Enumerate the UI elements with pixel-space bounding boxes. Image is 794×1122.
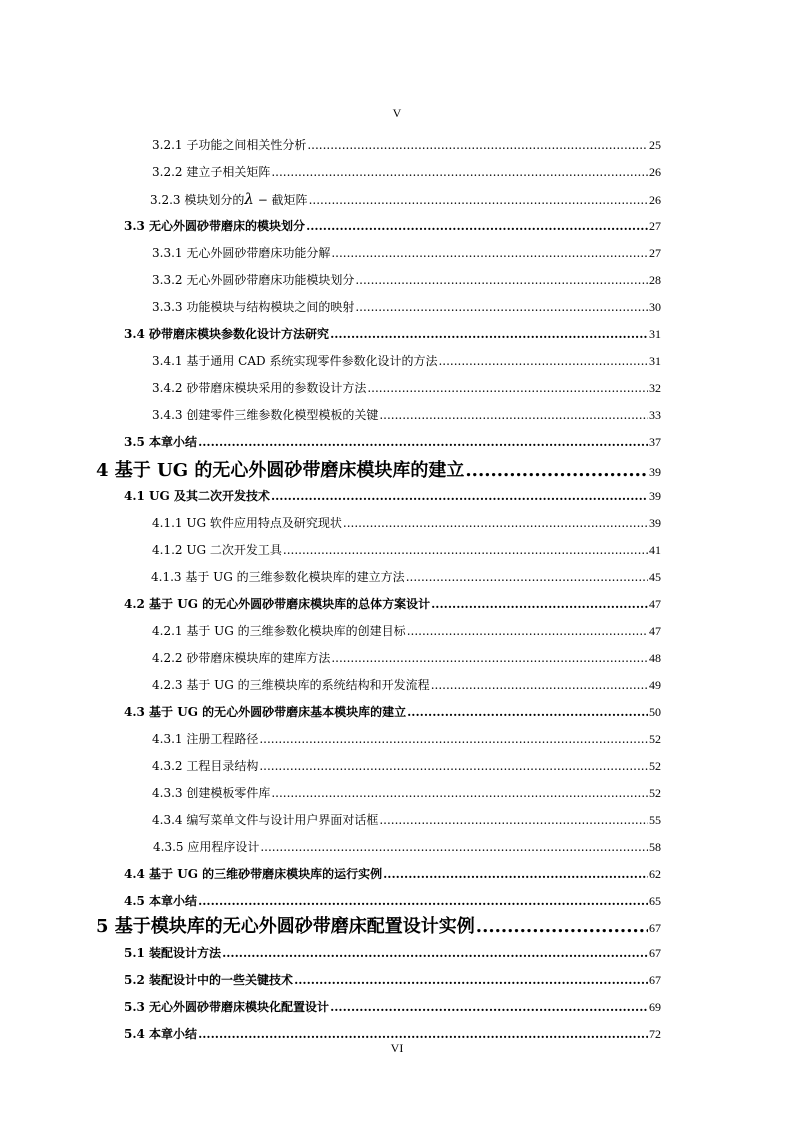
- toc-entry[interactable]: [124, 892, 661, 909]
- toc-entry-page: 31: [649, 327, 661, 341]
- toc-entry-title-part: 3.2.3 模块划分的: [150, 193, 245, 207]
- toc-entry[interactable]: [152, 244, 661, 261]
- toc-entry-title: [150, 190, 308, 208]
- toc-entry-title-part: − 截矩阵: [253, 193, 308, 207]
- toc-entry-page: 32: [649, 381, 661, 395]
- toc-entry-page: 62: [649, 867, 661, 881]
- dot-leader: [271, 786, 648, 800]
- toc-entry-page: 52: [649, 759, 661, 773]
- dot-leader: [431, 678, 648, 692]
- toc-entry-title: 4.2 基于 UG 的无心外圆砂带磨床模块库的总体方案设计: [124, 597, 431, 611]
- dot-leader: [383, 867, 648, 881]
- dot-leader: [198, 894, 648, 908]
- dot-leader: [283, 543, 648, 557]
- toc-entry-title: 5 基于模块库的无心外圆砂带磨床配置设计实例: [96, 916, 475, 937]
- toc-entry[interactable]: [152, 379, 661, 396]
- toc-entry-title: 4.3 基于 UG 的无心外圆砂带磨床基本模块库的建立: [124, 705, 407, 719]
- toc-entry[interactable]: [153, 838, 661, 855]
- toc-entry-title: 4.1.1 UG 软件应用特点及研究现状: [152, 516, 342, 530]
- dot-leader: [438, 354, 648, 368]
- toc-entry[interactable]: [152, 163, 661, 180]
- dot-leader: [271, 489, 648, 503]
- dot-leader: [306, 219, 648, 233]
- toc-entry[interactable]: [152, 811, 661, 828]
- toc-entry-page: 72: [649, 1027, 661, 1041]
- toc-entry-title: 3.4.1 基于通用 CAD 系统实现零件参数化设计的方法: [152, 354, 438, 368]
- toc-entry-page: 41: [649, 543, 661, 557]
- dot-leader: [355, 273, 648, 287]
- dot-leader: [379, 408, 648, 422]
- dot-leader: [259, 759, 648, 773]
- dot-leader: [331, 246, 648, 260]
- toc-entry-page: 52: [649, 786, 661, 800]
- dot-leader: [259, 732, 648, 746]
- toc-entry-page: 47: [649, 597, 661, 611]
- toc-entry-title: 4.1.2 UG 二次开发工具: [152, 543, 282, 557]
- toc-entry-page: 49: [649, 678, 661, 692]
- toc-entry-title: 4.3.1 注册工程路径: [152, 732, 259, 746]
- toc-entry-page: 67: [649, 973, 661, 987]
- toc-entry-title: 4.3.4 编写菜单文件与设计用户界面对话框: [152, 813, 379, 827]
- toc-entry-title: 3.5 本章小结: [124, 435, 198, 449]
- toc-entry-page: 28: [649, 273, 661, 287]
- toc-entry[interactable]: [152, 271, 661, 288]
- dot-leader: [367, 381, 648, 395]
- dot-leader: [198, 435, 648, 449]
- dot-leader: [331, 651, 648, 665]
- toc-entry-title: 3.3.2 无心外圆砂带磨床功能模块划分: [152, 273, 355, 287]
- dot-leader: [406, 570, 648, 584]
- toc-entry-title: 3.3.3 功能模块与结构模块之间的映射: [152, 300, 355, 314]
- toc-entry-page: 39: [649, 516, 661, 530]
- toc-entry[interactable]: [152, 514, 661, 531]
- dot-leader: [309, 193, 648, 207]
- page-number-top: V: [392, 106, 402, 120]
- toc-entry-page: 33: [649, 408, 661, 422]
- toc-entry-page: 50: [649, 705, 661, 719]
- toc-entry-title: 3.3 无心外圆砂带磨床的模块划分: [124, 219, 306, 233]
- toc-entry-page: 52: [649, 732, 661, 746]
- toc-entry-page: 27: [649, 246, 661, 260]
- toc-entry[interactable]: [124, 944, 661, 961]
- toc-entry-title: 4.3.3 创建模板零件库: [152, 786, 271, 800]
- toc-entry-title: 4.1 UG 及其二次开发技术: [124, 489, 270, 503]
- toc-entry-title: 4.2.3 基于 UG 的三维模块库的系统结构和开发流程: [152, 678, 430, 692]
- toc-entry-page: 48: [649, 651, 661, 665]
- dot-leader: [407, 705, 648, 719]
- dot-leader: [271, 165, 648, 179]
- toc-entry-page: 27: [649, 219, 661, 233]
- dot-leader: [431, 597, 648, 611]
- dot-leader: [307, 138, 648, 152]
- toc-entry-page: 67: [649, 921, 661, 935]
- toc-entry[interactable]: [152, 676, 661, 693]
- toc-entry[interactable]: [152, 730, 661, 747]
- dot-leader: [355, 300, 648, 314]
- toc-entry-title: 4.3.5 应用程序设计: [153, 840, 260, 854]
- toc-entry[interactable]: [124, 595, 661, 612]
- toc-entry[interactable]: [124, 703, 661, 720]
- dot-leader: [476, 916, 648, 937]
- toc-entry-title: 3.4 砂带磨床模块参数化设计方法研究: [124, 327, 330, 341]
- toc-entry-page: 69: [649, 1000, 661, 1014]
- toc-entry[interactable]: [124, 433, 661, 450]
- toc-entry-page: 45: [649, 570, 661, 584]
- toc-entry[interactable]: [152, 298, 661, 315]
- toc-entry-title: 4.2.2 砂带磨床模块库的建库方法: [152, 651, 331, 665]
- toc-entry-page: 39: [649, 489, 661, 503]
- toc-entry[interactable]: [124, 325, 661, 342]
- toc-entry-title: 4.5 本章小结: [124, 894, 198, 908]
- toc-entry-title: 3.3.1 无心外圆砂带磨床功能分解: [152, 246, 331, 260]
- toc-entry[interactable]: [124, 865, 661, 882]
- toc-entry-page: 58: [649, 840, 661, 854]
- toc-entry-page: 55: [649, 813, 661, 827]
- toc-entry-title: 4 基于 UG 的无心外圆砂带磨床模块库的建立: [96, 460, 465, 481]
- dot-leader: [379, 813, 648, 827]
- toc-entry-title: 3.2.2 建立子相关矩阵: [152, 165, 271, 179]
- toc-entry-title: 3.4.3 创建零件三维参数化模型模板的关键: [152, 408, 379, 422]
- toc-entry-page: 30: [649, 300, 661, 314]
- toc-entry-title: 3.4.2 砂带磨床模块采用的参数设计方法: [152, 381, 367, 395]
- dot-leader: [407, 624, 648, 638]
- toc-entry[interactable]: [124, 1025, 661, 1042]
- toc-entry-page: 25: [649, 138, 661, 152]
- toc-entry[interactable]: [152, 541, 661, 558]
- toc-entry[interactable]: [96, 456, 661, 482]
- toc-entry-title: 5.3 无心外圆砂带磨床模块化配置设计: [124, 1000, 330, 1014]
- toc-entry[interactable]: [152, 784, 661, 801]
- toc-entry-title: 5.2 装配设计中的一些关键技术: [124, 973, 294, 987]
- toc-entry-title: 3.2.1 子功能之间相关性分析: [152, 138, 307, 152]
- toc-entry[interactable]: [151, 568, 661, 585]
- toc-entry-title: 5.1 装配设计方法: [124, 946, 222, 960]
- toc-entry[interactable]: [124, 487, 661, 504]
- dot-leader: [222, 946, 648, 960]
- toc-entry[interactable]: [152, 136, 661, 153]
- toc-entry[interactable]: [150, 190, 661, 208]
- toc-entry-page: 26: [649, 193, 661, 207]
- toc-entry[interactable]: [152, 757, 661, 774]
- toc-entry[interactable]: [124, 998, 661, 1015]
- dot-leader: [198, 1027, 648, 1041]
- dot-leader: [330, 327, 648, 341]
- toc-entry[interactable]: [124, 971, 661, 988]
- toc-entry-page: 31: [649, 354, 661, 368]
- toc-entry-title: 4.4 基于 UG 的三维砂带磨床模块库的运行实例: [124, 867, 383, 881]
- page-number-bottom: VI: [390, 1041, 404, 1055]
- dot-leader: [260, 840, 648, 854]
- toc-entry-title: 4.2.1 基于 UG 的三维参数化模块库的创建目标: [152, 624, 406, 638]
- toc-entry-page: 67: [649, 946, 661, 960]
- toc-entry[interactable]: [152, 649, 661, 666]
- toc-entry[interactable]: [124, 217, 661, 234]
- toc-entry-page: 26: [649, 165, 661, 179]
- toc-entry[interactable]: [152, 622, 661, 639]
- toc-entry-title: 4.1.3 基于 UG 的三维参数化模块库的建立方法: [151, 570, 405, 584]
- dot-leader: [465, 460, 648, 481]
- dot-leader: [343, 516, 648, 530]
- toc-entry[interactable]: [96, 912, 661, 938]
- toc-entry-title: 5.4 本章小结: [124, 1027, 198, 1041]
- toc-entry-title: 4.3.2 工程目录结构: [152, 759, 259, 773]
- toc-entry-page: 39: [649, 465, 661, 479]
- toc-entry-page: 65: [649, 894, 661, 908]
- toc-entry-page: 47: [649, 624, 661, 638]
- toc-entry[interactable]: [152, 352, 661, 369]
- dot-leader: [330, 1000, 648, 1014]
- toc-entry-page: 37: [649, 435, 661, 449]
- lambda-symbol: λ: [244, 190, 254, 208]
- toc-entry[interactable]: [152, 406, 661, 423]
- dot-leader: [294, 973, 648, 987]
